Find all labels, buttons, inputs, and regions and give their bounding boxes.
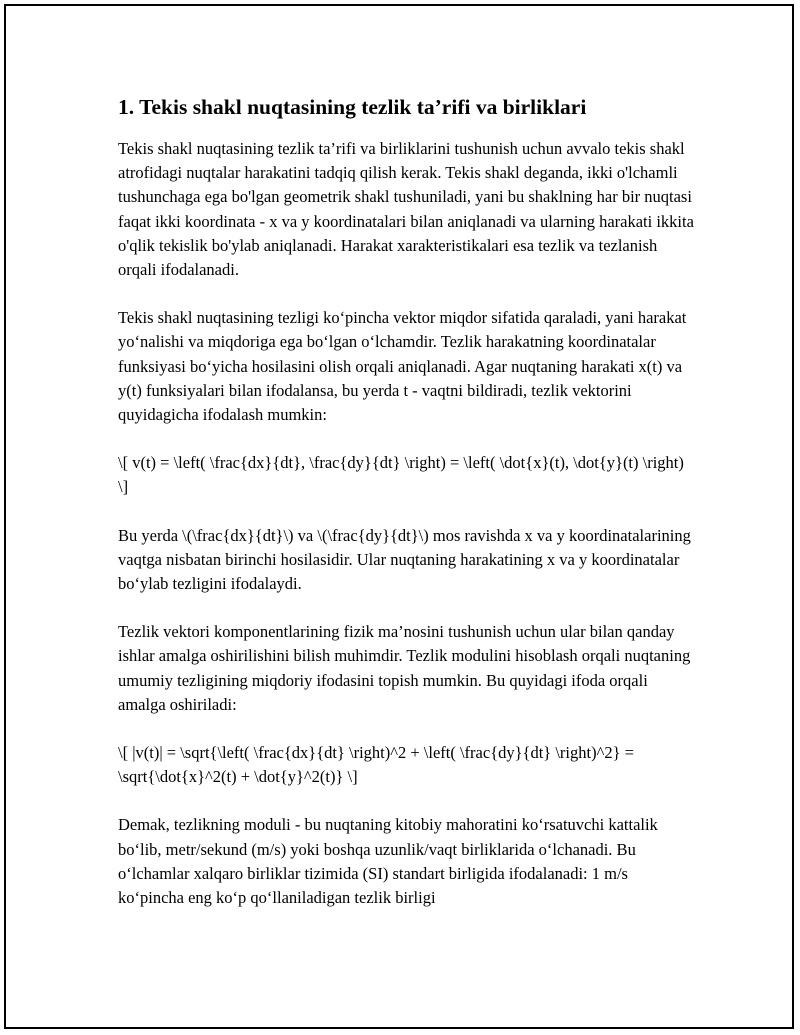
paragraph-velocity-modulus: Tezlik vektori komponentlarining fizik ma’nosini tushunish uchun ular bilan qanday ishlar amalga oshirilishini bilish muhimdir. Tezlik modulini hisoblash orqali nuqtaning umumiy tezligining miqdoriy ifodasini topish mumkin. Bu quyidagi ifoda orqali amalga oshiriladi: xyxy=(118,622,691,714)
paragraph-velocity-vector: Tekis shakl nuqtasining tezligi ko‘pincha vektor miqdor sifatida qaraladi, yani harakat yo‘nalishi va miqdoriga ega bo‘lgan o‘lchamdir. Tezlik harakatning koordinatalar funksiyasi bo‘yicha hosilasini olish orqali aniqlanadi. Agar nuqtaning harakati x(t) va y(t) funksiyalari bilan ifodalansa, bu yerda t - vaqtni bildiradi, tezlik vektorini quyidagicha ifodalash mumkin: xyxy=(118,308,687,425)
formula-velocity-vector: \[ v(t) = \left( \frac{dx}{dt}, \frac{dy}{dt} \right) = \left( \dot{x}(t), \dot{y}(t) \right) \] xyxy=(118,453,684,497)
document-body xyxy=(118,92,698,934)
paragraph-derivatives: Bu yerda \(\frac{dx}{dt}\) va \(\frac{dy}{dt}\) mos ravishda x va y koordinatalarining vaqtga nisbatan birinchi hosilasidir. Ular nuqtaning harakatining x va y koordinatalar bo‘ylab tezligini ifodalaydi. xyxy=(118,525,691,594)
paragraph-units: Demak, tezlikning moduli - bu nuqtaning kitobiy mahoratini ko‘rsatuvchi kattalik bo‘lib, metr/sekund (m/s) yoki boshqa uzunlik/vaqt birliklarida o‘lchanadi. Bu o‘lchamlar xalqaro birliklar tizimida (SI) standart birligida ifodalanadi: 1 m/s ko‘pincha eng ko‘p qo‘llaniladigan tezlik birligi xyxy=(118,815,658,908)
section-heading: 1. Tekis shakl nuqtasining tezlik ta’rifi va birliklari xyxy=(118,95,587,119)
paragraph-intro: Tekis shakl nuqtasining tezlik ta’rifi va birliklarini tushunish uchun avvalo tekis shakl atrofidagi nuqtalar harakatini tadqiq qilish kerak. Tekis shakl deganda, ikki o'lchamli tushunchaga ega bo'lgan geometrik shakl tushuniladi, yani bu shaklning har bir nuqtasi faqat ikki koordinata - x va y koordinatalari bilan aniqlanadi va ularning harakati ikkita o'qlik tekislik bo'ylab aniqlanadi. Harakat xarakteristikalari esa tezlik va tezlanish orqali ifodalanadi. xyxy=(118,139,694,280)
formula-velocity-modulus: \[ |v(t)| = \sqrt{\left( \frac{dx}{dt} \right)^2 + \left( \frac{dy}{dt} \right)^2} = \sqrt{\dot{x}^2(t) + \dot{y}^2(t)} \] xyxy=(118,743,634,787)
